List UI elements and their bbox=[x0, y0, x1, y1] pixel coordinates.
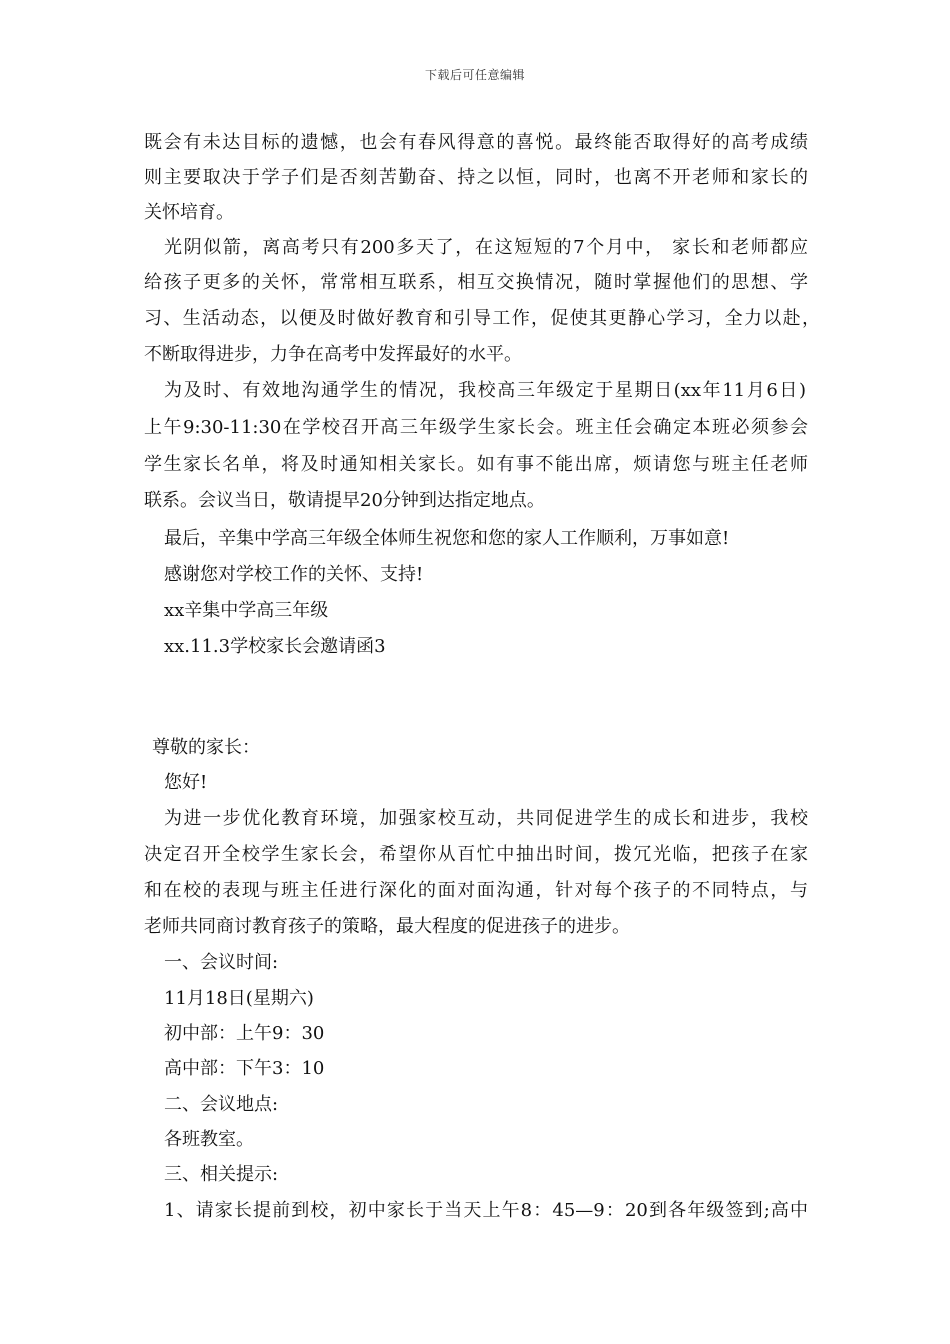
text-line: 1、请家长提前到校，初中家长于当天上午8：45—9：20到各年级签到;高中 bbox=[164, 1200, 808, 1221]
text-line: 为及时、有效地沟通学生的情况，我校高三年级定于星期日(xx年11月6日) bbox=[164, 380, 806, 401]
text-line: 最后，辛集中学高三年级全体师生祝您和您的家人工作顺利，万事如意! bbox=[164, 528, 730, 549]
text-line: 习、生活动态，以便及时做好教育和引导工作，促使其更静心学习，全力以赴， bbox=[144, 308, 820, 329]
date-title-line: xx.11.3学校家长会邀请函3 bbox=[164, 636, 386, 657]
signature-line: xx辛集中学高三年级 bbox=[164, 600, 329, 621]
text-line: 联系。会议当日，敬请提早20分钟到达指定地点。 bbox=[144, 490, 545, 511]
text-line: 光阴似箭，离高考只有200多天了，在这短短的7个月中， 家长和老师都应 bbox=[164, 237, 808, 258]
text-line: 给孩子更多的关怀，常常相互联系，相互交换情况，随时掌握他们的思想、学 bbox=[144, 272, 808, 293]
section-heading: 一、会议时间: bbox=[164, 952, 279, 973]
section-heading: 二、会议地点: bbox=[164, 1094, 279, 1115]
text-line: 高中部：下午3：10 bbox=[164, 1058, 325, 1079]
text-line: 关怀培育。 bbox=[144, 202, 234, 223]
text-line: 初中部：上午9：30 bbox=[164, 1023, 325, 1044]
greeting-line: 您好! bbox=[164, 772, 208, 793]
page-header: 下载后可任意编辑 bbox=[424, 68, 525, 82]
text-line: 不断取得进步，力争在高考中发挥最好的水平。 bbox=[144, 344, 522, 365]
text-line: 决定召开全校学生家长会，希望你从百忙中抽出时间，拨冗光临，把孩子在家 bbox=[144, 844, 808, 865]
text-line: 既会有未达目标的遗憾，也会有春风得意的喜悦。最终能否取得好的高考成绩 bbox=[144, 132, 808, 153]
text-line: 上午9:30-11:30在学校召开高三年级学生家长会。班主任会确定本班必须参会 bbox=[144, 417, 808, 438]
text-line: 各班教室。 bbox=[164, 1129, 254, 1150]
section-heading: 三、相关提示: bbox=[164, 1164, 279, 1185]
text-line: 学生家长名单，将及时通知相关家长。如有事不能出席，烦请您与班主任老师 bbox=[144, 454, 808, 475]
text-line: 为进一步优化教育环境，加强家校互动，共同促进学生的成长和进步，我校 bbox=[164, 808, 808, 829]
text-line: 11月18日(星期六) bbox=[164, 988, 314, 1009]
text-line: 和在校的表现与班主任进行深化的面对面沟通，针对每个孩子的不同特点，与 bbox=[144, 880, 808, 901]
text-line: 老师共同商讨教育孩子的策略，最大程度的促进孩子的进步。 bbox=[144, 916, 630, 937]
text-line: 则主要取决于学子们是否刻苦勤奋、持之以恒，同时，也离不开老师和家长的 bbox=[144, 167, 808, 188]
salutation-line: 尊敬的家长： bbox=[152, 737, 260, 758]
text-line: 感谢您对学校工作的关怀、支持! bbox=[164, 564, 424, 585]
